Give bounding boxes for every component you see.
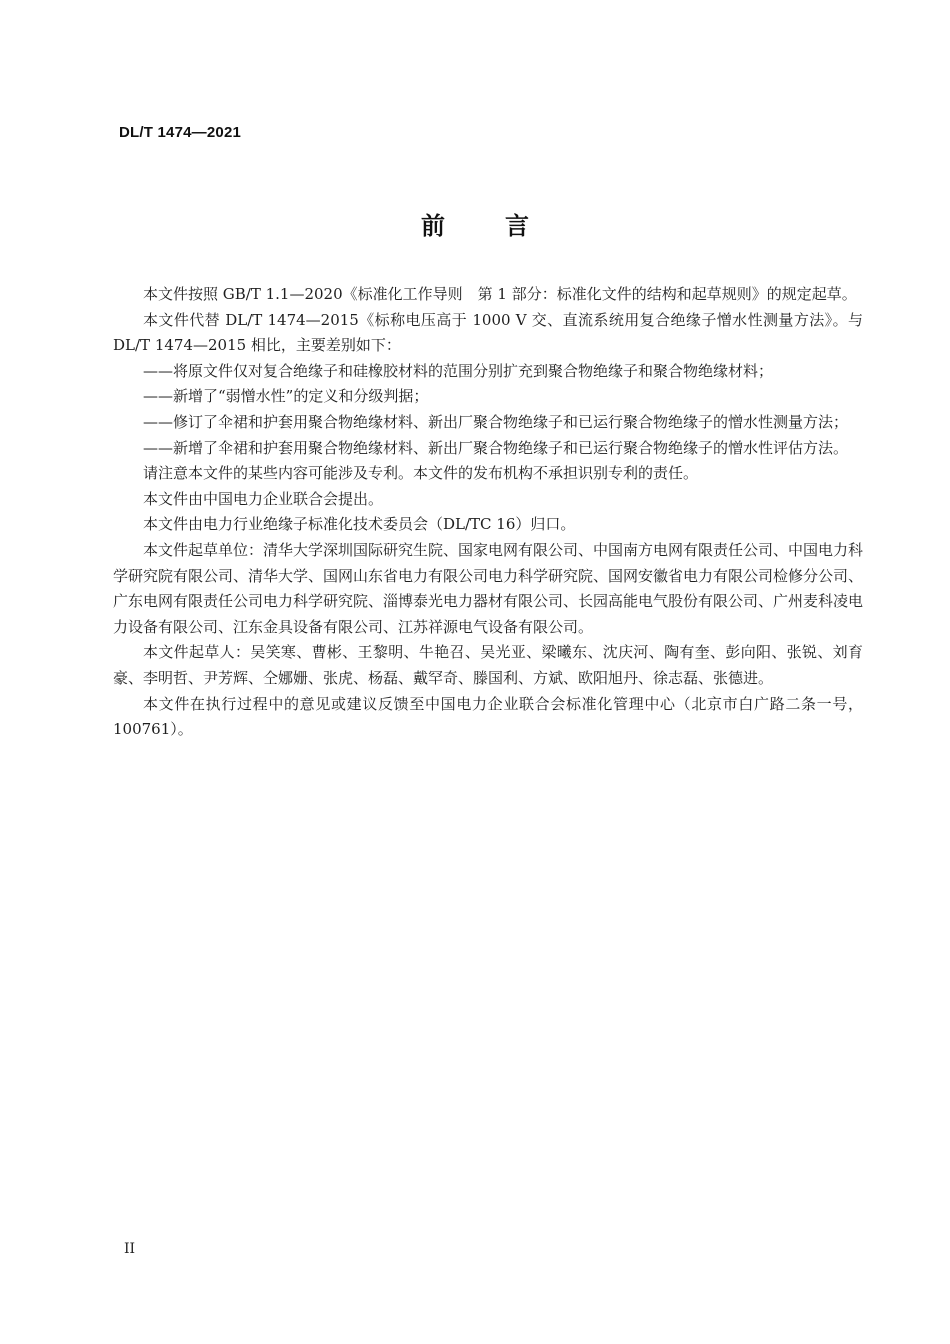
paragraph-drafting-units: 本文件起草单位：清华大学深圳国际研究生院、国家电网有限公司、中国南方电网有限责任公司、中国电力科学研究院有限公司、清华大学、国网山东省电力有限公司电力科学研究院、国网安徽省电力有限公司检修分公司、广东电网有限责任公司电力科学研究院、淄博泰光电力器材有限公司、长园高能电气股份有限公司、广州麦科凌电力设备有限公司、江东金具设备有限公司、江苏祥源电气设备有限公司。	[113, 540, 864, 636]
page-title: 前言	[421, 212, 589, 240]
paragraph-drafting-rules: 本文件按照 GB/T 1.1—2020《标准化工作导则 第 1 部分：标准化文件的结构和起草规则》的规定起草。	[143, 285, 857, 303]
change-item: ——新增了伞裙和护套用聚合物绝缘材料、新出厂聚合物绝缘子和已运行聚合物绝缘子的憎水性评估方法。	[143, 438, 849, 457]
foreword-body	[113, 282, 863, 743]
paragraph-feedback: 本文件在执行过程中的意见或建议反馈至中国电力企业联合会标准化管理中心（北京市白广路二条一号，100761）。	[113, 694, 863, 739]
paragraph-proposer: 本文件由中国电力企业联合会提出。	[143, 489, 384, 508]
paragraph-patent-notice: 请注意本文件的某些内容可能涉及专利。本文件的发布机构不承担识别专利的责任。	[143, 464, 699, 483]
change-item: ——修订了伞裙和护套用聚合物绝缘材料、新出厂聚合物绝缘子和已运行聚合物绝缘子的憎水性测量方法；	[143, 412, 849, 431]
paragraph-drafters: 本文件起草人：吴笑寒、曹彬、王黎明、牛艳召、吴光亚、梁曦东、沈庆河、陶有奎、彭向阳、张锐、刘育豪、李明哲、尹芳辉、仝娜姗、张虎、杨磊、戴罕奇、滕国利、方斌、欧阳旭丹、徐志磊、张德进。	[113, 643, 863, 687]
change-item: ——将原文件仅对复合绝缘子和硅橡胶材料的范围分别扩充到聚合物绝缘子和聚合物绝缘材料；	[143, 361, 774, 380]
paragraph-replacement: 本文件代替 DL/T 1474—2015《标称电压高于 1000 V 交、直流系统用复合绝缘子憎水性测量方法》。与 DL/T 1474—2015 相比，主要差别如下：	[113, 310, 863, 355]
page-number: II	[124, 1241, 136, 1257]
change-item: ——新增了“弱憎水性”的定义和分级判据；	[143, 387, 429, 406]
standard-code: DL/T 1474—2021	[119, 124, 242, 141]
paragraph-committee: 本文件由电力行业绝缘子标准化技术委员会（DL/TC 16）归口。	[143, 515, 576, 534]
